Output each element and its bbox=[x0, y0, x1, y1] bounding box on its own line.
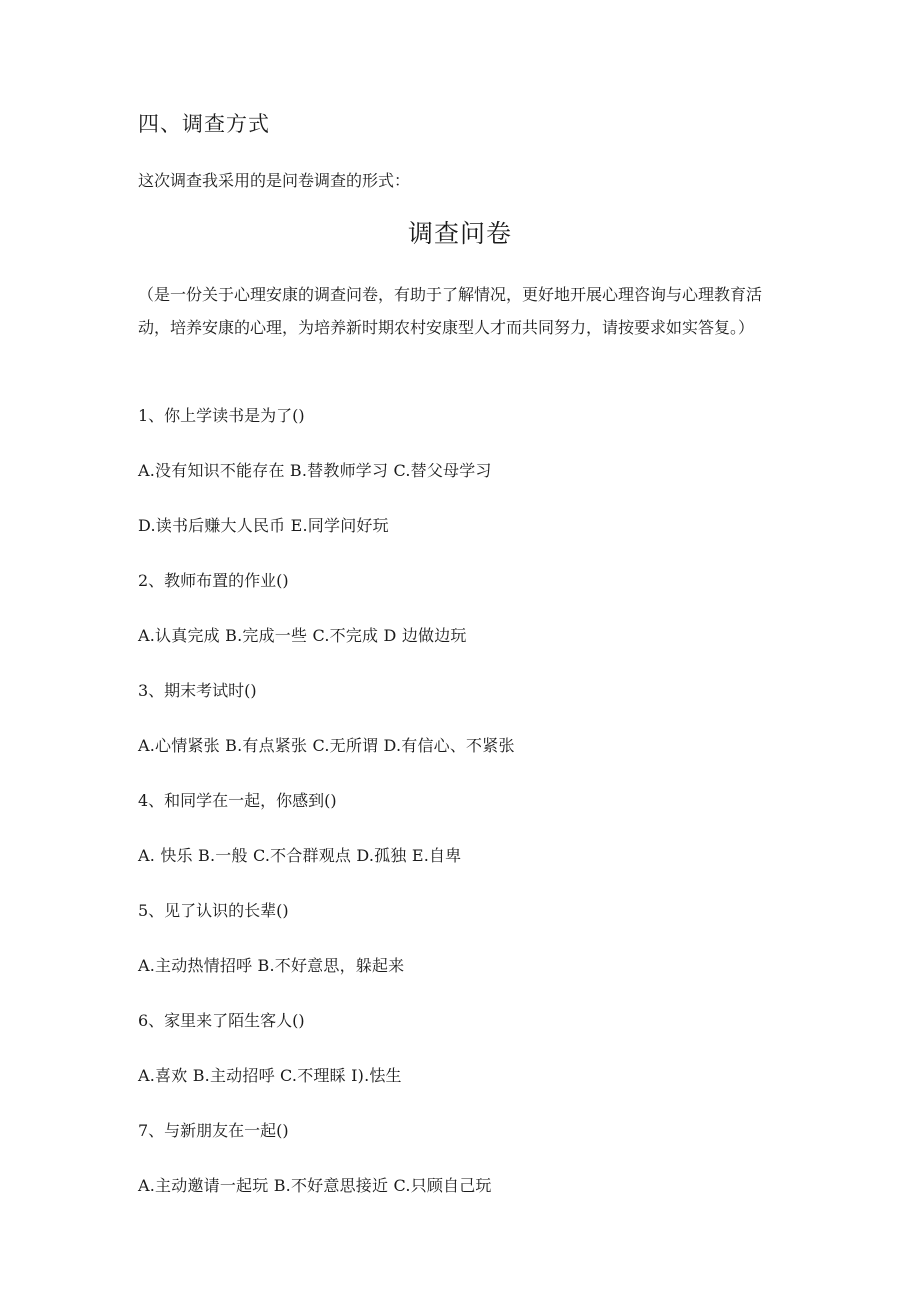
intro-paragraph: （是一份关于心理安康的调查问卷，有助于了解情况，更好地开展心理咨询与心理教育活动，培养安康的心理，为培养新时期农村安康型人才而共同努力，请按要求如实答复。） bbox=[138, 285, 763, 337]
question-1-options-line-2: D.读书后赚大人民币 E.同学问好玩 bbox=[138, 516, 389, 535]
question-7-options: A.主动邀请一起玩 B.不好意思接近 C.只顾自己玩 bbox=[138, 1176, 492, 1195]
question-7: 7、与新朋友在一起() bbox=[138, 1121, 289, 1140]
question-5-options: A.主动热情招呼 B.不好意思，躲起来 bbox=[138, 956, 405, 975]
method-sentence: 这次调查我采用的是问卷调查的形式： bbox=[138, 171, 411, 190]
question-4: 4、和同学在一起，你感到() bbox=[138, 791, 337, 810]
question-1-options-line-1: A.没有知识不能存在 B.替教师学习 C.替父母学习 bbox=[138, 461, 492, 480]
question-6: 6、家里来了陌生客人() bbox=[138, 1011, 305, 1030]
question-4-options: A. 快乐 B.一般 C.不合群观点 D.孤独 E.自卑 bbox=[138, 846, 462, 865]
question-3-options: A.心情紧张 B.有点紧张 C.无所谓 D.有信心、不紧张 bbox=[138, 736, 515, 755]
questionnaire-title: 调查问卷 bbox=[407, 219, 512, 248]
question-1: 1、你上学读书是为了() bbox=[138, 406, 305, 425]
question-2-options: A.认真完成 B.完成一些 C.不完成 D 边做边玩 bbox=[138, 626, 467, 645]
question-6-options: A.喜欢 B.主动招呼 C.不理睬 I).怯生 bbox=[138, 1066, 402, 1085]
question-2: 2、教师布置的作业() bbox=[138, 571, 289, 590]
question-3: 3、期末考试时() bbox=[138, 681, 257, 700]
question-5: 5、见了认识的长辈() bbox=[138, 901, 289, 920]
section-heading: 四、调查方式 bbox=[138, 112, 270, 136]
